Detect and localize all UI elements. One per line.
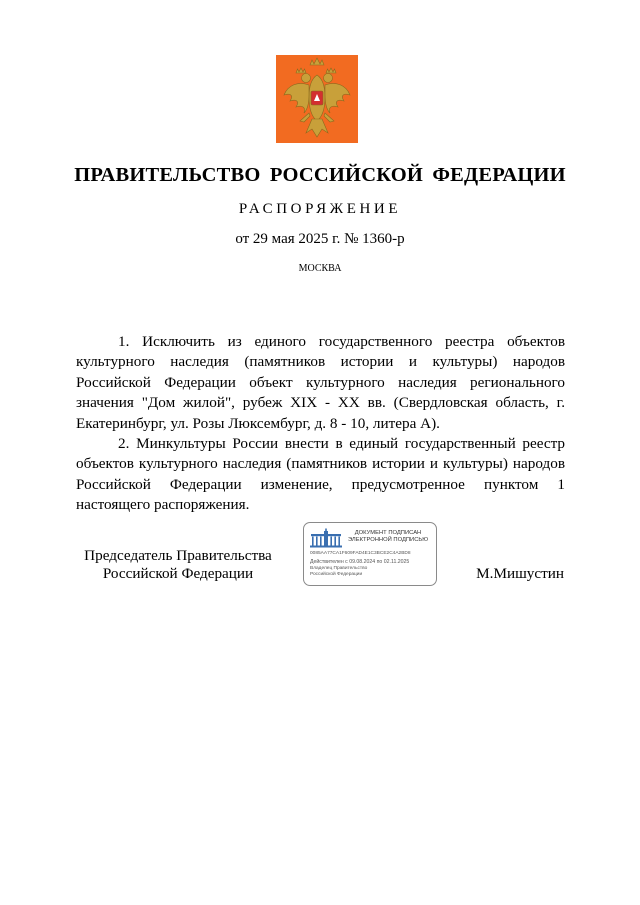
stamp-title	[344, 530, 432, 545]
stamp-certificate: 0085AA77CA1F609FAD4E1C3BCE2C4A2BD8	[310, 551, 411, 556]
stamp-title-line-2: ЭЛЕКТРОННОЙ ПОДПИСЬЮ	[347, 537, 429, 544]
document-type: РАСПОРЯЖЕНИЕ	[238, 201, 402, 217]
stamp-title-line-1: ДОКУМЕНТ ПОДПИСАН	[354, 530, 422, 536]
government-title: ПРАВИТЕЛЬСТВО РОССИЙСКОЙ ФЕДЕРАЦИИ	[74, 164, 566, 186]
document-date-number: от 29 мая 2025 г. № 1360-р	[235, 231, 405, 247]
electronic-signature-stamp	[303, 522, 437, 586]
signer-name: М.Мишустин	[476, 565, 564, 582]
stamp-owner: Владелец Правительство Российской Федерации	[310, 566, 368, 577]
document-place: МОСКВА	[298, 263, 342, 274]
document-body	[76, 332, 565, 516]
signer-position-line-1: Председатель Правительства	[84, 547, 272, 564]
stamp-validity: Действителен с 09.08.2024 по 02.11.2025	[310, 559, 410, 565]
signer-position-line-2: Российской Федерации	[102, 565, 254, 582]
signer-position	[78, 547, 278, 583]
paragraph-2: 2. Минкультуры России внести в единый государственный реестр объектов культурного наследия (памятников истории и культуры) народов Российской Федерации изменение, предусмотренное пунктом 1 настоящего распоряжения.	[76, 435, 565, 514]
coat-of-arms-icon	[276, 55, 358, 143]
paragraph-1: 1. Исключить из единого государственного реестра объектов культурного наследия (памятников истории и культуры) народов Российской Федерации объект культурного наследия регионального значения "Дом жилой", рубеж XIX - XX вв. (Свердловская область, г. Екатеринбург, ул. Розы Люксембург, д. 8 - 10, литера А).	[76, 333, 565, 432]
government-building-icon	[309, 528, 343, 550]
